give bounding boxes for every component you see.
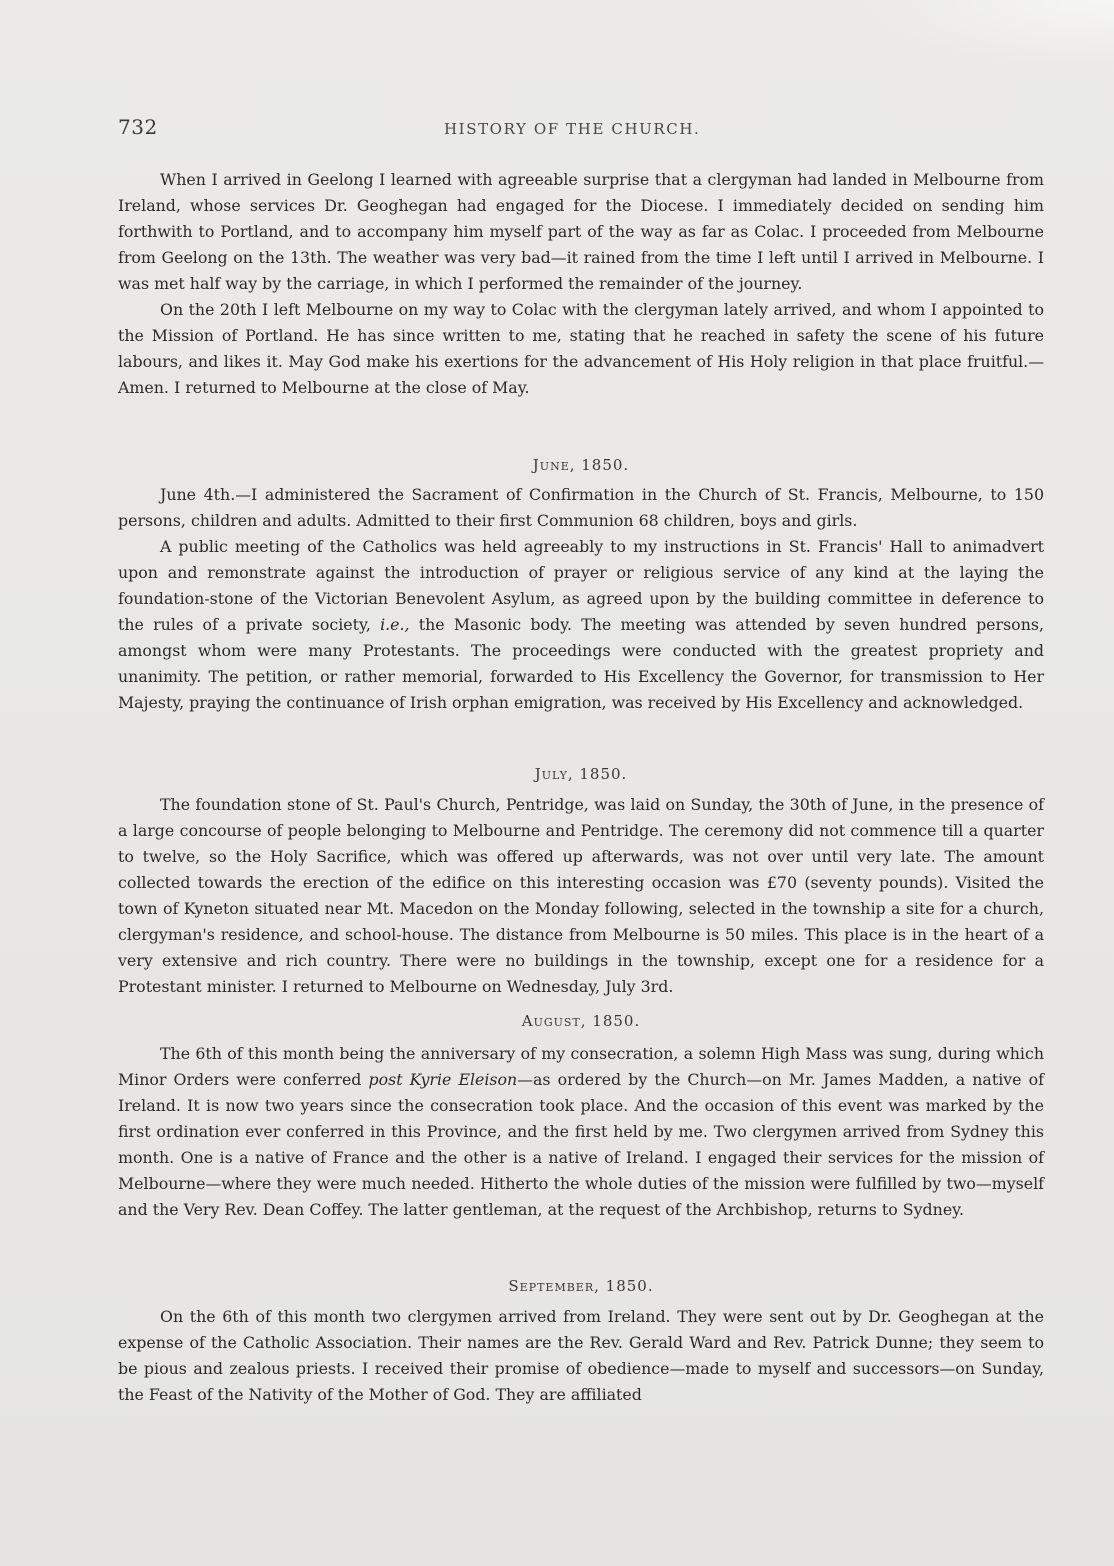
july-section bbox=[118, 792, 1044, 1000]
section-heading-september: September, 1850. bbox=[508, 1277, 654, 1295]
intro-section bbox=[118, 167, 1044, 401]
section-heading-july: July, 1850. bbox=[534, 765, 628, 783]
page-corner-shade bbox=[854, 0, 1114, 70]
paragraph: The foundation stone of St. Paul's Church, Pentridge, was laid on Sunday, the 30th of June, in the presence of a large concourse of people belonging to Melbourne and Pentridge. The ceremony did not commence till a quarter to twelve, so the Holy Sacrifice, which was offered up afterwards, was not over until very late. The amount collected towards the erection of the edifice on this interesting occasion was £70 (seventy pounds). Visited the town of Kyneton situated near Mt. Macedon on the Monday following, selected in the township a site for a church, clergyman's residence, and school-house. The distance from Melbourne is 50 miles. This place is in the heart of a very extensive and rich country. There were no buildings in the township, except one for a residence for a Protestant minister. I returned to Melbourne on Wednesday, July 3rd. bbox=[118, 795, 1044, 996]
august-section bbox=[118, 1041, 1044, 1223]
section-heading-june: June, 1850. bbox=[532, 456, 630, 474]
paragraph: When I arrived in Geelong I learned with agreeable surprise that a clergyman had landed in Melbourne from Ireland, whose services Dr. Geoghegan had engaged for the Diocese. I immediately decided on sending him forthwith to Portland, and to accompany him myself part of the way as far as Colac. I proceeded from Melbourne from Geelong on the 13th. The weather was very bad—it rained from the time I left until I arrived in Melbourne. I was met half way by the carriage, in which I performed the remainder of the journey. bbox=[118, 170, 1044, 293]
text-run: the Masonic body. The meeting was attended by seven hundred persons, amongst whom were many Protestants. The proceedings were conducted with the greatest propriety and unanimity. The petition, or rather memorial, forwarded to His Excellency the Governor, for transmission to Her Majesty, praying the continuance of Irish orphan emigration, was received by His Excellency and acknowledged. bbox=[118, 615, 1044, 712]
paragraph: June 4th.—I administered the Sacrament of Confirmation in the Church of St. Francis, Melbourne, to 150 persons, children and adults. Admitted to their first Communion 68 children, boys and girls. bbox=[118, 485, 1044, 530]
paragraph bbox=[118, 1041, 1044, 1223]
section-heading-august: August, 1850. bbox=[521, 1012, 641, 1030]
paragraph bbox=[118, 534, 1044, 716]
june-section bbox=[118, 482, 1044, 716]
september-section bbox=[118, 1304, 1044, 1408]
italic-latin-phrase: post Kyrie Eleison bbox=[368, 1070, 518, 1089]
paragraph: On the 6th of this month two clergymen arrived from Ireland. They were sent out by Dr. Geoghegan at the expense of the Catholic Association. Their names are the Rev. Gerald Ward and Rev. Patrick Dunne; they seem to be pious and zealous priests. I received their promise of obedience—made to myself and successors—on Sunday, the Feast of the Nativity of the Mother of God. They are affiliated bbox=[118, 1307, 1044, 1404]
page-number: 732 bbox=[118, 115, 158, 139]
text-run: The 6th of this month being the anniversary of my consecration, a solemn High Mass was sung, during which Minor Orders were conferred bbox=[118, 1044, 1044, 1089]
paragraph: On the 20th I left Melbourne on my way to Colac with the clergyman lately arrived, and whom I appointed to the Mission of Portland. He has since written to me, stating that he reached in safety the scene of his future labours, and likes it. May God make his exertions for the advancement of His Holy religion in that place fruitful.—Amen. I returned to Melbourne at the close of May. bbox=[118, 300, 1044, 397]
text-run: A public meeting of the Catholics was held agreeably to my instructions in St. Francis' Hall to animadvert upon and remonstrate against the introduction of prayer or religious service of any kind at the laying the foundation-stone of the Victorian Benevolent Asylum, as agreed upon by the building committee in deference to the rules of a private society, bbox=[118, 537, 1044, 634]
running-title: HISTORY OF THE CHURCH. bbox=[444, 120, 701, 138]
page-header bbox=[118, 115, 1046, 145]
text-run: —as ordered by the Church—on Mr. James Madden, a native of Ireland. It is now two years since the consecration took place. And the occasion of this event was marked by the first ordination ever conferred in this Province, and the first held by me. Two clergymen arrived from Sydney this month. One is a native of France and the other is a native of Ireland. I engaged their services for the mission of Melbourne—where they were much needed. Hitherto the whole duties of the mission were fulfilled by two—myself and the Very Rev. Dean Coffey. The latter gentleman, at the request of the Archbishop, returns to Sydney. bbox=[118, 1070, 1044, 1219]
italic-abbreviation: i.e., bbox=[380, 615, 410, 634]
